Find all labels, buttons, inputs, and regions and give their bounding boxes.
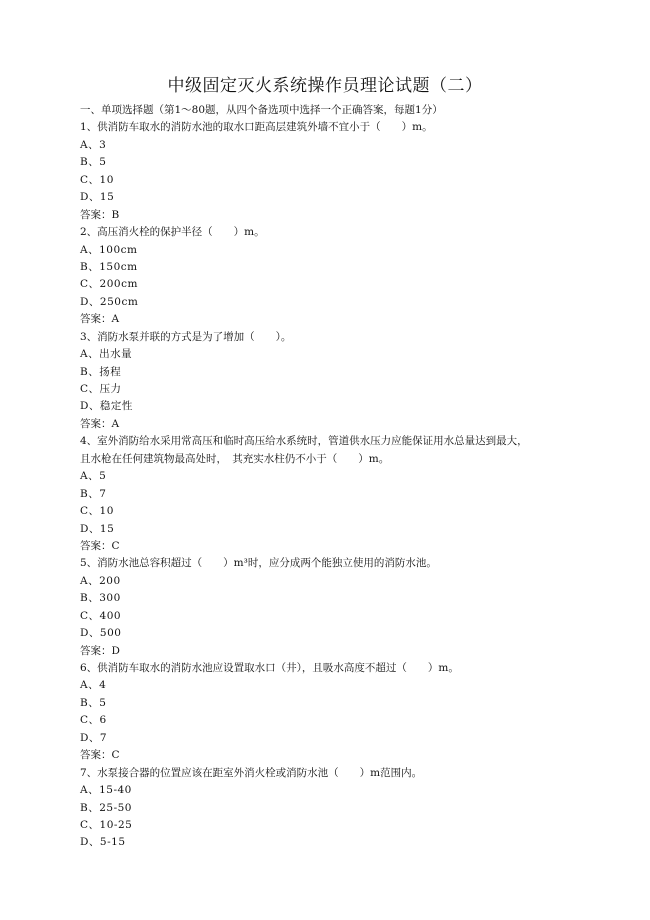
document-title: 中级固定灭火系统操作员理论试题（二）	[167, 76, 483, 96]
question-4-option-b: B、7	[80, 487, 107, 500]
question-1-stem: 1、供消防车取水的消防水池的取水口距高层建筑外墙不宜小于（ ）m。	[80, 121, 433, 134]
question-4-option-d: D、15	[80, 522, 115, 535]
question-6-option-a: A、4	[80, 679, 107, 692]
question-1-option-b: B、5	[80, 156, 107, 169]
question-3-option-c: C、压力	[80, 383, 122, 395]
question-2-option-c: C、200cm	[80, 278, 138, 291]
question-1-option-a: A、3	[80, 138, 107, 151]
question-3-stem: 3、消防水泵并联的方式是为了增加（ ）。	[80, 330, 292, 343]
question-5-stem: 5、消防水池总容积超过（ ）m³时，应分成两个能独立使用的消防水池。	[80, 557, 437, 570]
question-3-option-b: B、扬程	[80, 365, 122, 378]
question-4-option-c: C、10	[80, 505, 114, 518]
question-5-option-a: A、200	[80, 574, 121, 587]
question-3-option-a: A、出水量	[80, 348, 133, 361]
question-2-option-d: D、250cm	[80, 295, 139, 308]
question-5-option-b: B、300	[80, 592, 121, 605]
section-heading: 一、单项选择题（第1～80题，从四个备选项中选择一个正确答案，每题1分）	[80, 104, 443, 116]
question-2-option-a: A、100cm	[80, 243, 138, 256]
question-6-option-c: C、6	[80, 714, 107, 727]
question-7-option-c: C、10-25	[80, 818, 133, 831]
question-4-option-a: A、5	[80, 470, 107, 483]
question-4-answer: 答案：C	[80, 539, 120, 552]
question-1-answer: 答案：B	[80, 208, 120, 221]
question-6-option-d: D、7	[80, 731, 108, 744]
document-body	[80, 102, 580, 852]
question-7-option-d: D、5-15	[80, 836, 126, 849]
question-3-option-d: D、稳定性	[80, 400, 133, 413]
question-4-stem-line-2: 且水枪在任何建筑物最高处时， 其充实水柱仍不小于（ ）m。	[80, 452, 390, 465]
question-2-stem: 2、高压消火栓的保护半径（ ）m。	[80, 226, 265, 239]
question-1-option-c: C、10	[80, 173, 114, 186]
question-5-answer: 答案：D	[80, 644, 120, 657]
question-5-option-d: D、500	[80, 627, 122, 640]
question-3-answer: 答案：A	[80, 417, 120, 430]
question-7-option-a: A、15-40	[80, 784, 132, 797]
question-4-stem-line-1: 4、室外消防给水采用常高压和临时高压给水系统时，管道供水压力应能保证用水总量达到最大，	[80, 435, 528, 448]
question-7-stem: 7、水泵接合器的位置应该在距室外消火栓或消防水池（ ）m范围内。	[80, 766, 423, 779]
question-5-option-c: C、400	[80, 609, 122, 622]
question-6-option-b: B、5	[80, 696, 107, 709]
question-6-answer: 答案：C	[80, 749, 120, 762]
question-7-option-b: B、25-50	[80, 801, 132, 814]
question-2-answer: 答案：A	[80, 313, 120, 326]
question-1-option-d: D、15	[80, 191, 115, 204]
question-6-stem: 6、供消防车取水的消防水池应设置取水口（井），且吸水高度不超过（ ）m。	[80, 662, 459, 674]
question-2-option-b: B、150cm	[80, 260, 138, 273]
